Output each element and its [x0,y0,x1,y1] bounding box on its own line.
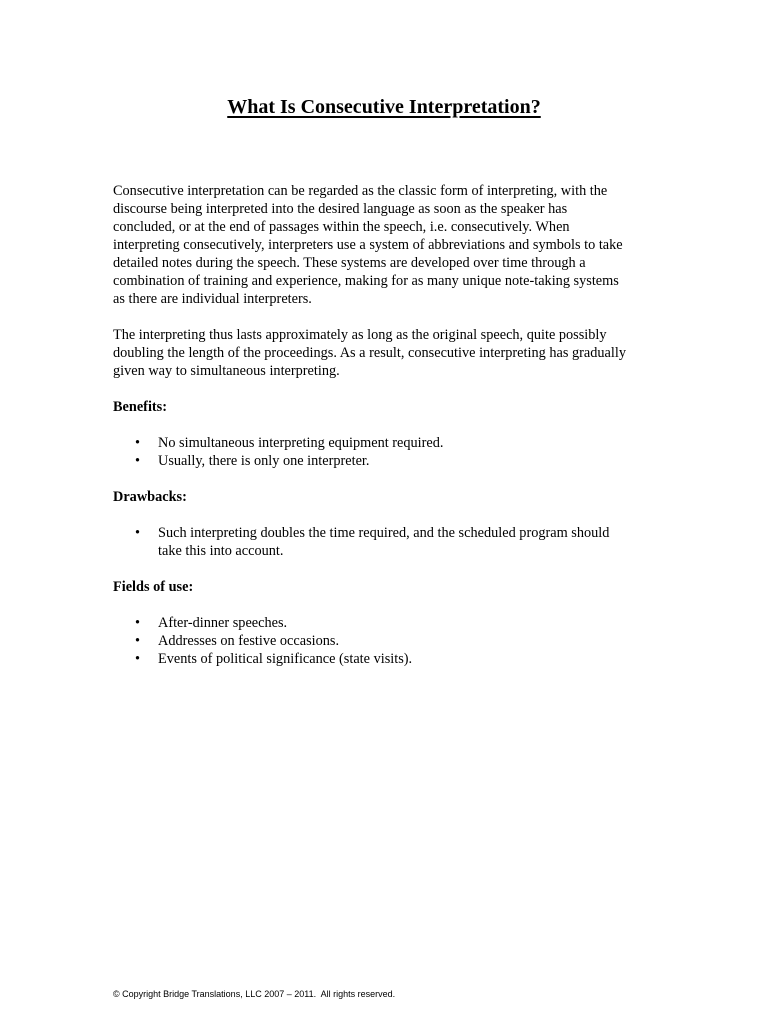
list-item [113,632,663,650]
bullet-icon: • [135,633,141,649]
drawbacks-heading: Drawbacks: [113,489,187,505]
bullet-icon: • [135,453,141,469]
list-item [113,524,663,560]
bullet-icon: • [135,651,141,667]
benefits-heading: Benefits: [113,399,167,415]
bullet-icon: • [135,615,141,631]
drawbacks-section [113,488,663,560]
page-title: What Is Consecutive Interpretation? [227,96,541,118]
list-item [113,614,663,632]
list-item-text: Addresses on festive occasions. [158,633,340,649]
duration-paragraph: The interpreting thus lasts approximately as long as the original speech, quite possibly doubling the length of the proceedings. As a result, consecutive interpreting has gradually given way to simultaneous interpreting. [113,327,626,379]
list-item [113,434,663,452]
list-item [113,452,663,470]
list-item-text: After-dinner speeches. [158,615,288,631]
fields-of-use-list [113,614,663,668]
bullet-icon: • [135,435,141,451]
bullet-icon: • [135,525,141,541]
drawbacks-list [113,524,663,560]
benefits-list [113,434,663,470]
list-item-text: No simultaneous interpreting equipment required. [158,435,444,451]
intro-paragraph: Consecutive interpretation can be regarded as the classic form of interpreting, with the discourse being interpreted into the desired language as soon as the speaker has concluded, or at the end of passages within the speech, i.e. consecutively. When interpreting consecutively, interpreters use a system of abbreviations and symbols to take detailed notes during the speech. These systems are developed over time through a combination of training and experience, making for as many unique note-taking systems as there are individual interpreters. [113,183,623,307]
list-item-text: Usually, there is only one interpreter. [158,453,370,469]
benefits-section [113,398,663,470]
fields-of-use-section [113,578,663,668]
list-item-text: Events of political significance (state visits). [158,651,413,667]
copyright-footer: © Copyright Bridge Translations, LLC 2007 – 2011. All rights reserved. [113,989,396,999]
list-item [113,650,663,668]
list-item-text: Such interpreting doubles the time required, and the scheduled program should take this into account. [158,525,610,559]
fields-of-use-heading: Fields of use: [113,579,194,595]
document-body [113,182,663,686]
